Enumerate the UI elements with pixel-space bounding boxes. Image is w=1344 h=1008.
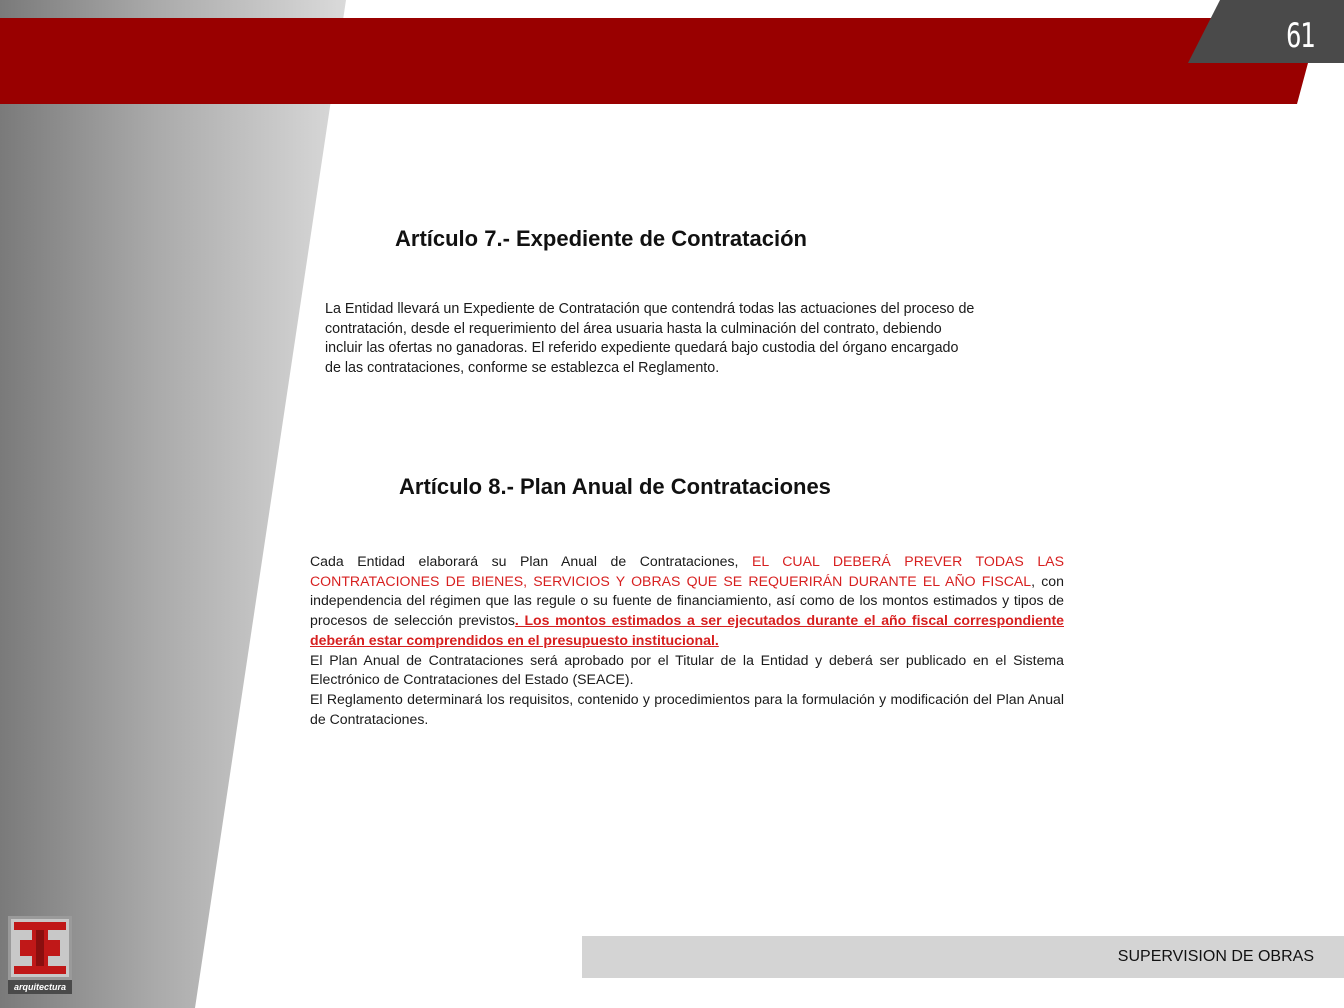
- article-8-paragraph-1: [310, 552, 1064, 651]
- logo-icon: [8, 916, 72, 980]
- footer-bar: [582, 936, 1344, 978]
- header-band: [0, 0, 1344, 110]
- article-8-emphasis: . Los montos estimados a ser ejecutados durante el año fiscal correspondiente deberán estar comprendidos en el presupuesto institucional.: [310, 612, 1064, 648]
- page-number: 61: [1286, 16, 1314, 56]
- article-8-paragraph-2: El Plan Anual de Contrataciones será aprobado por el Titular de la Entidad y deberá ser publicado en el Sistema Electrónico de Contrataciones del Estado (SEACE).: [310, 651, 1064, 688]
- article-8-intro: Cada Entidad elaborará su Plan Anual de Contrataciones,: [310, 553, 752, 569]
- article-8-body: [310, 552, 1064, 729]
- logo: [8, 916, 72, 994]
- article-7-title: Artículo 7.- Expediente de Contratación: [395, 226, 807, 251]
- article-8-highlight: EL CUAL DEBERÁ PREVER TODAS LAS CONTRATACIONES DE BIENES, SERVICIOS Y OBRAS QUE SE REQUERIRÁN DURANTE EL AÑO FISCAL: [310, 553, 1064, 589]
- logo-text: arquitectura: [8, 980, 72, 994]
- article-8-middle: , con independencia del régimen que las regule o su fuente de financiamiento, así como de los montos estimados y tipos de procesos de selección previstos: [310, 572, 1064, 629]
- footer-label: SUPERVISION DE OBRAS: [1117, 948, 1314, 965]
- article-7-body: La Entidad llevará un Expediente de Contratación que contendrá todas las actuaciones del proceso de contratación, desde el requerimiento del área usuaria hasta la culminación del contrato, debiendo incluir las ofertas no ganadoras. El referido expediente quedará bajo custodia del órgano encargado de las contrataciones, conforme se establezca el Reglamento.: [325, 301, 975, 376]
- article-8-paragraph-3: El Reglamento determinará los requisitos, contenido y procedimientos para la formulación y modificación del Plan Anual de Contrataciones.: [310, 690, 1064, 727]
- article-8-title: Artículo 8.- Plan Anual de Contrataciones: [399, 474, 831, 499]
